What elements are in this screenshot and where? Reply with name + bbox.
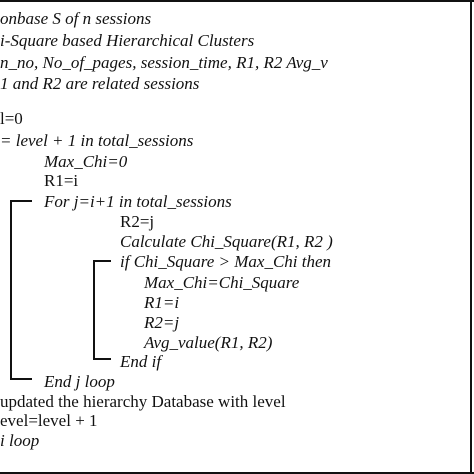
algorithm-line-level-init: l=0 (0, 109, 23, 128)
algorithm-line-calculate: Calculate Chi_Square(R1, R2 ) (120, 232, 333, 251)
algorithm-line-variables: n_no, No_of_pages, session_time, R1, R2 Avg_v (0, 53, 328, 72)
algorithm-line-avg-value: Avg_value(R1, R2) (144, 333, 273, 352)
algorithm-line-end-j-loop: End j loop (44, 372, 115, 391)
frame-right-border (470, 0, 472, 474)
algorithm-line-end-if: End if (120, 352, 162, 371)
algorithm-line-r2-update: R2=j (144, 313, 180, 332)
algorithm-line-outer-loop: = level + 1 in total_sessions (0, 131, 194, 150)
algorithm-line-r1-assign: R1=i (44, 171, 79, 190)
if-block-bracket-top (93, 260, 111, 262)
algorithm-line-inner-loop: For j=i+1 in total_sessions (44, 192, 232, 211)
j-loop-bracket-bottom (10, 378, 32, 380)
algorithm-line-output: i-Square based Hierarchical Clusters (0, 31, 255, 50)
j-loop-bracket-vertical (10, 200, 12, 380)
algorithm-line-maxchi-init: Max_Chi=0 (44, 152, 128, 171)
algorithm-line-if: if Chi_Square > Max_Chi then (120, 252, 332, 271)
algorithm-line-r1-update: R1=i (144, 293, 180, 312)
frame-top-border (0, 0, 474, 2)
algorithm-line-r2-assign: R2=j (120, 212, 155, 231)
algorithm-line-update-db: updated the hierarchy Database with level (0, 392, 286, 411)
algorithm-line-input: onbase S of n sessions (0, 9, 152, 28)
algorithm-line-level-inc: evel=level + 1 (0, 411, 98, 430)
algorithm-line-maxchi-update: Max_Chi=Chi_Square (144, 273, 300, 292)
if-block-bracket-bottom (93, 358, 111, 360)
j-loop-bracket-top (10, 200, 32, 202)
algorithm-line-end-i-loop: i loop (0, 431, 40, 450)
algorithm-line-assumption: 1 and R2 are related sessions (0, 74, 200, 93)
if-block-bracket-vertical (93, 260, 95, 360)
